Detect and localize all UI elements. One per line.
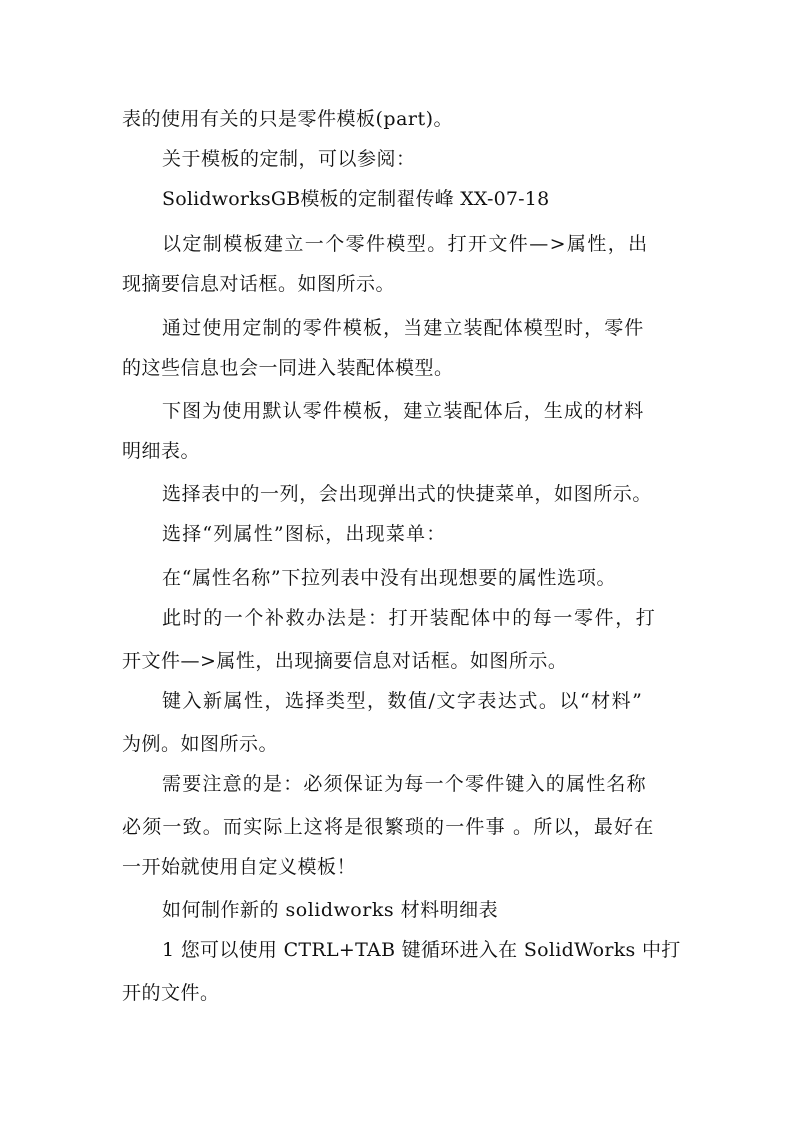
- text-line: 键入新属性，选择类型，数值/文字表达式。以“材料”: [162, 690, 644, 712]
- text-line: 表的使用有关的只是零件模板(part)。: [122, 108, 454, 130]
- text-line: 的这些信息也会一同进入装配体模型。: [122, 357, 454, 379]
- text-line: 以定制模板建立一个零件模型。打开文件—>属性，出: [162, 233, 649, 255]
- text-line: 明细表。: [122, 440, 201, 462]
- text-line: 一开始就使用自定义模板！: [122, 856, 357, 878]
- text-line: 开的文件。: [122, 982, 220, 1004]
- text-line: 下图为使用默认零件模板，建立装配体后，生成的材料: [162, 400, 645, 422]
- text-line: 必须一致。而实际上这将是很繁琐的一件事 。所以，最好在: [122, 816, 655, 838]
- text-line: 此时的一个补救办法是：打开装配体中的每一零件，打: [162, 607, 657, 629]
- text-line: 现摘要信息对话框。如图所示。: [122, 273, 396, 295]
- text-line: 需要注意的是：必须保证为每一个零件键入的属性名称: [162, 773, 647, 795]
- text-line: 1 您可以使用 CTRL+TAB 键循环进入在 SolidWorks 中打: [162, 939, 681, 961]
- text-line: 关于模板的定制，可以参阅：: [162, 148, 416, 170]
- text-line: 选择“列属性”图标，出现菜单：: [162, 523, 447, 545]
- text-line: 为例。如图所示。: [122, 733, 279, 755]
- text-line: 如何制作新的 solidworks 材料明细表: [162, 899, 499, 921]
- text-line: 在“属性名称”下拉列表中没有出现想要的属性选项。: [162, 567, 617, 589]
- text-line: SolidworksGB模板的定制翟传峰 XX-07-18: [162, 188, 550, 210]
- text-line: 通过使用定制的零件模板，当建立装配体模型时，零件: [162, 317, 645, 339]
- text-line: 开文件—>属性，出现摘要信息对话框。如图所示。: [122, 650, 568, 672]
- text-line: 选择表中的一列，会出现弹出式的快捷菜单，如图所示。: [162, 483, 653, 505]
